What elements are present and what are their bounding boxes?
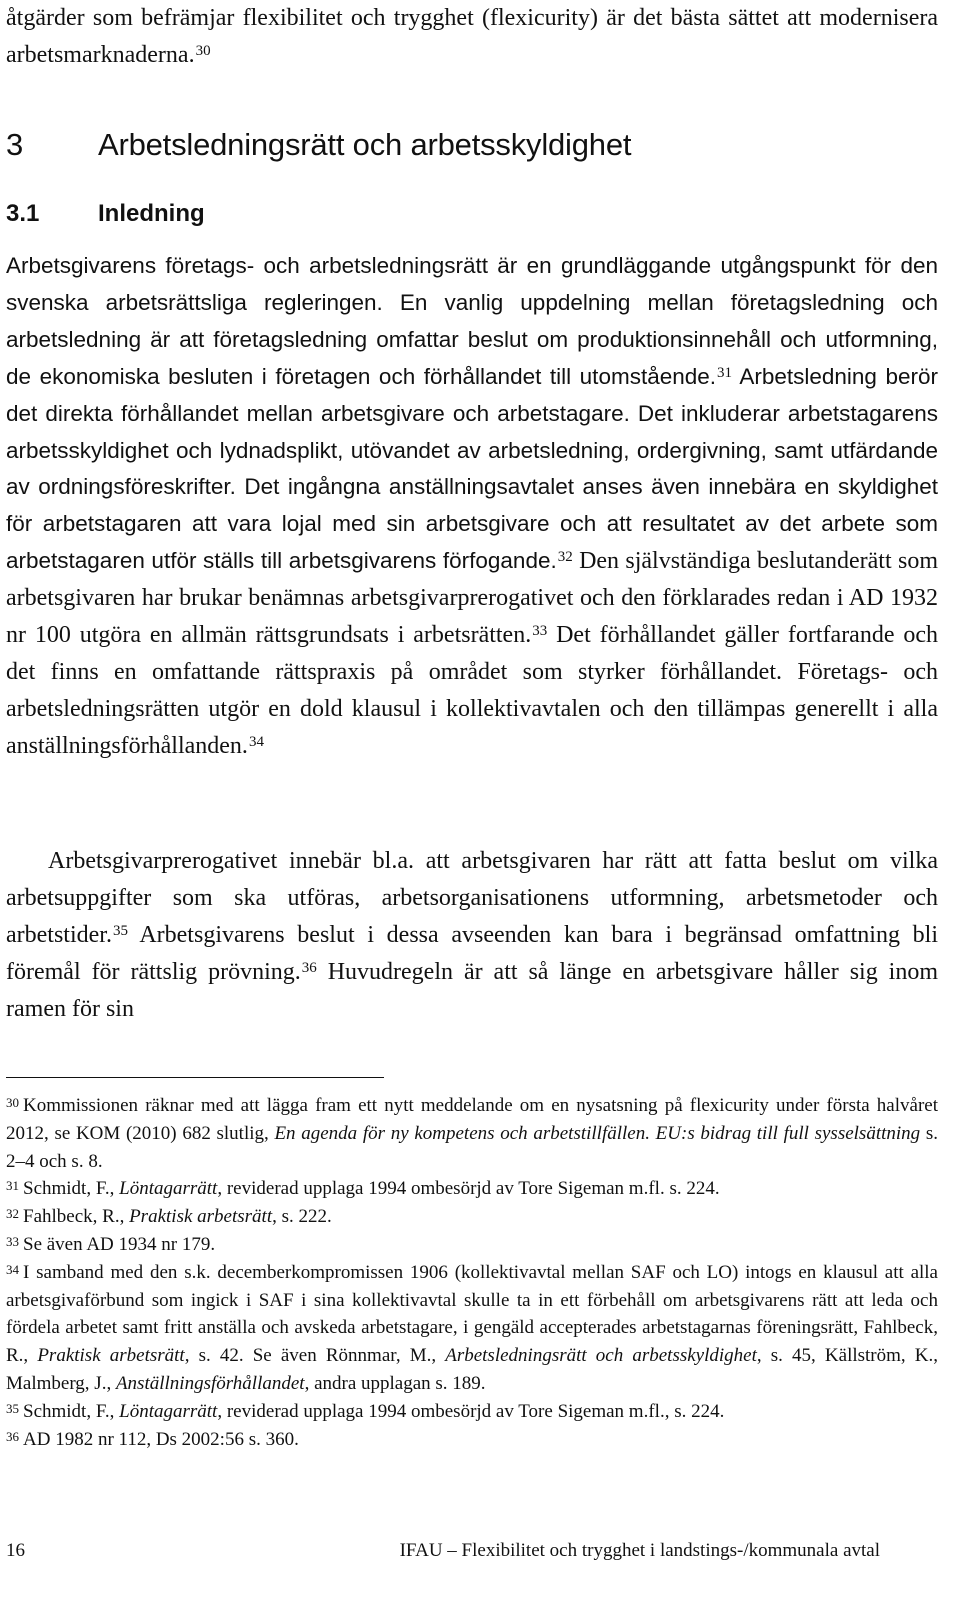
footnote-number: 35	[6, 1400, 19, 1416]
footnote-text: Anställningsförhållandet	[115, 1372, 305, 1394]
footnote-text: Praktisk arbetsrätt	[129, 1206, 273, 1228]
footnote-text: Arbetsledningsrätt och arbetsskyldighet	[445, 1345, 757, 1367]
footnote-text: AD 1982 nr 112, Ds 2002:56 s. 360.	[23, 1428, 299, 1450]
para1-sentence-4: Den självständiga beslutanderätt som arbetsgivaren har brukar benämnas arbetsgivarprerogativet och den förklarades redan i AD 1932 nr 100 utgöra en allmän rättsgrundsats i arbetsrätten.	[6, 548, 938, 649]
body-paragraph-1	[6, 248, 938, 765]
footnote-30	[6, 1092, 938, 1175]
footnote-32	[6, 1203, 938, 1231]
footnote-number: 32	[6, 1206, 19, 1222]
intro-paragraph	[6, 0, 938, 74]
footnote-text: , reviderad upplaga 1994 ombesörjd av Tore Sigeman m.fl. s. 224.	[217, 1178, 720, 1200]
footnote-text: Praktisk arbetsrätt	[37, 1345, 185, 1367]
footnote-number: 31	[6, 1178, 19, 1194]
footnote-text: , andra upplagan s. 189.	[304, 1372, 486, 1394]
page-footer	[6, 1540, 938, 1570]
footnote-text: s. 2–4 och s. 8.	[6, 1122, 938, 1172]
footnote-text: Löntagarrätt	[119, 1178, 218, 1200]
footnote-ref-34[interactable]: 34	[248, 733, 264, 750]
footnote-text: Fahlbeck, R.,	[23, 1206, 130, 1228]
footnote-text: En agenda för ny kompetens och arbetstillfällen. EU:s bidrag till full sysselsättning	[274, 1122, 921, 1144]
footnote-text: , reviderad upplaga 1994 ombesörjd av Tore Sigeman m.fl., s. 224.	[217, 1400, 725, 1422]
footnote-text: Kommissionen räknar med att lägga fram ett nytt meddelande om en nysatsning på flexicurity under första halvåret 2012, se KOM (2010) 682 slutlig,	[6, 1095, 938, 1144]
footnote-ref-31[interactable]: 31	[717, 364, 733, 381]
page-number: 16	[6, 1540, 25, 1561]
footnote-34	[6, 1259, 938, 1398]
footnote-ref-36[interactable]: 36	[301, 959, 317, 976]
footnote-ref-33[interactable]: 33	[532, 623, 548, 640]
footnote-text: , s. 45, Källström, K., Malmberg, J.,	[6, 1345, 939, 1394]
para2-sentence-2: Arbetsgivarens beslut i dessa avseenden kan bara i begränsad omfattning bli föremål för rättslig prövning.	[6, 921, 938, 985]
footnote-separator	[6, 1077, 384, 1078]
para2-sentence-3: Huvudregeln är att så länge en arbetsgivare håller sig inom ramen för sin	[6, 958, 938, 1022]
footnote-text: Se även AD 1934 nr 179.	[23, 1233, 216, 1255]
intro-text: åtgärder som befrämjar flexibilitet och trygghet (flexicurity) är det bästa sättet att modernisera arbetsmarknaderna.	[6, 5, 938, 68]
footnote-36	[6, 1426, 938, 1454]
section-title: Inledning	[98, 200, 205, 227]
para1-sentence-1: Arbetsgivarens företags- och arbetsledningsrätt är en grundläggande utgångspunkt för den svenska arbetsrättsliga regleringen.	[6, 253, 938, 315]
para1-sentence-3: Arbetsledning berör det direkta förhållandet mellan arbetsgivare och arbetstagare. Det inkluderar arbetstagarens arbetsskyldighet och lydnadsplikt, utövandet av arbetsledning, ordergivning, samt utfärdande av ordningsföreskrifter. Det ingångna anställningsavtalet anses även innebära en skyldighet för arbetstagaren att vara lojal med sin arbetsgivare och att resultatet av det arbete som arbetstagaren utför ställs till arbetsgivarens förfogande.	[6, 363, 938, 574]
footnote-35	[6, 1398, 938, 1426]
footnote-ref-35[interactable]: 35	[112, 922, 128, 939]
footnote-number: 36	[6, 1428, 19, 1444]
footnote-text: , s. 42. Se även Rönnmar, M.,	[184, 1345, 446, 1367]
section-heading	[6, 200, 205, 228]
footnote-33	[6, 1231, 938, 1259]
chapter-title: Arbetsledningsrätt och arbetsskyldighet	[98, 127, 632, 162]
footnote-text: Löntagarrätt	[119, 1400, 218, 1422]
footnote-text: Schmidt, F.,	[23, 1178, 120, 1200]
body-paragraph-2	[6, 843, 938, 1028]
footnote-text: I samband med den s.k. decemberkompromissen 1906 (kollektivavtal mellan SAF och LO) intogs en klausul att alla arbetsgivaförbund som ingick i SAF i sina kollektivavtal skulle ta in ett förbehåll om arbetsgivarens rätt att leda och fördela arbetet samt fritt anställa och avskeda arbetstagare, i gengäld accepterades arbetstagarnas föreningsrätt, Fahlbeck, R.,	[6, 1261, 938, 1367]
section-number: 3.1	[6, 200, 40, 227]
chapter-heading	[6, 127, 631, 163]
footnotes	[6, 1092, 938, 1453]
footnote-ref-30[interactable]: 30	[195, 42, 211, 59]
para1-sentence-5: Det förhållandet gäller fortfarande och det finns en omfattande rättspraxis på området som styrker förhållandet. Företags- och arbetsledningsrätten utgör en dold klausul i kollektivavtalen och den tillämpas generellt i alla anställningsförhållanden.	[6, 622, 938, 759]
footnote-ref-32[interactable]: 32	[557, 549, 573, 566]
running-title: IFAU – Flexibilitet och trygghet i landstings-/kommunala avtal	[399, 1540, 880, 1561]
footnote-number: 33	[6, 1233, 19, 1249]
para1-sentence-2: En vanlig uppdelning mellan företagsledning och arbetsledning är att företagsledning omfattar beslut om produktionsinnehåll och utformning, de ekonomiska besluten i företagen och förhållandet till utomstående.	[6, 289, 938, 389]
footnote-text: Schmidt, F.,	[23, 1400, 120, 1422]
footnote-31	[6, 1175, 938, 1203]
footnote-number: 30	[6, 1095, 19, 1110]
para2-sentence-1: Arbetsgivarprerogativet innebär bl.a. att arbetsgivaren har rätt att fatta beslut om vilka arbetsuppgifter som ska utföras, arbetsorganisationens utformning, arbetsmetoder och arbetstider.	[6, 848, 938, 948]
footnote-number: 34	[6, 1261, 19, 1277]
chapter-number: 3	[6, 127, 24, 162]
footnote-text: , s. 222.	[272, 1206, 332, 1228]
